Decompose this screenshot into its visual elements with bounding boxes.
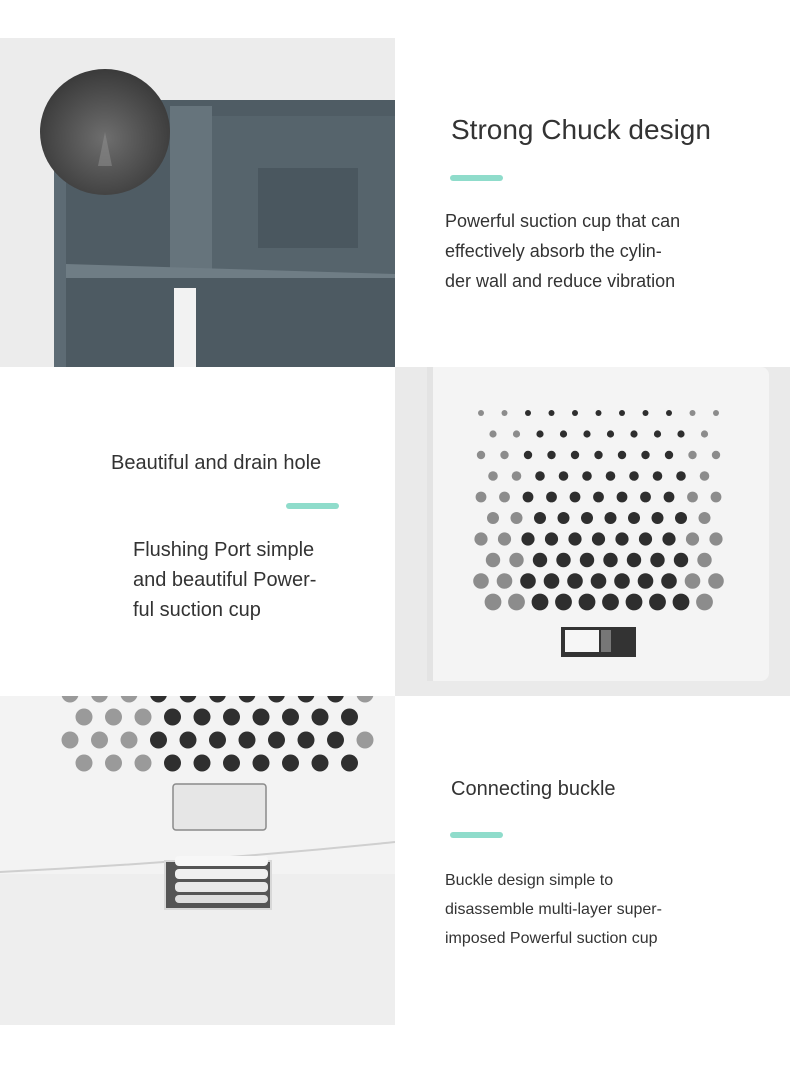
description-line: imposed Powerful suction cup xyxy=(445,930,658,947)
drain-hole xyxy=(105,755,122,772)
drain-hole xyxy=(489,430,496,437)
drain-hole xyxy=(499,492,510,503)
drain-hole xyxy=(614,573,630,589)
drain-hole xyxy=(194,755,211,772)
drain-hole xyxy=(650,553,664,567)
drain-hole xyxy=(593,492,604,503)
drain-hole xyxy=(627,553,641,567)
drain-hole xyxy=(76,709,93,726)
drain-hole xyxy=(665,451,673,459)
section-title-connecting-buckle: Connecting buckle xyxy=(451,778,616,800)
drain-hole xyxy=(676,471,686,481)
accent-bar xyxy=(286,503,339,509)
drain-hole xyxy=(312,755,329,772)
buckle-photo xyxy=(0,696,395,1025)
drain-hole xyxy=(571,451,579,459)
drain-hole xyxy=(677,430,684,437)
drain-hole xyxy=(666,410,672,416)
drain-hole xyxy=(643,410,649,416)
drain-hole xyxy=(477,451,485,459)
drain-hole xyxy=(579,594,596,611)
drain-hole xyxy=(488,471,498,481)
drain-hole xyxy=(556,553,570,567)
drain-hole xyxy=(581,512,593,524)
connecting-buckle-text-panel xyxy=(395,696,790,1025)
drain-hole xyxy=(474,532,487,545)
drain-hole xyxy=(712,451,720,459)
drain-hole xyxy=(603,553,617,567)
drain-hole xyxy=(591,573,607,589)
drain-hole xyxy=(523,492,534,503)
drain-hole xyxy=(549,410,555,416)
drain-hole xyxy=(487,512,499,524)
drain-hole xyxy=(688,451,696,459)
drain-hole xyxy=(606,471,616,481)
drain-hole xyxy=(567,573,583,589)
drain-hole xyxy=(298,732,315,749)
drain-hole xyxy=(524,451,532,459)
drain-hole xyxy=(596,410,602,416)
drain-hole xyxy=(583,430,590,437)
drain-hole xyxy=(520,573,536,589)
drain-hole xyxy=(500,451,508,459)
drain-hole xyxy=(253,709,270,726)
section-description-connecting-buckle xyxy=(445,866,662,953)
drain-hole xyxy=(638,573,654,589)
drain-hole xyxy=(630,430,637,437)
section-title-drain-hole: Beautiful and drain hole xyxy=(111,452,322,474)
drain-hole xyxy=(626,594,643,611)
drain-hole xyxy=(268,732,285,749)
drain-hole xyxy=(568,532,581,545)
drain-hole xyxy=(534,512,546,524)
drain-hole xyxy=(697,553,711,567)
drain-hole xyxy=(654,430,661,437)
drain-hole xyxy=(485,594,502,611)
drain-hole xyxy=(253,755,270,772)
drain-hole xyxy=(312,709,329,726)
drain-hole xyxy=(105,709,122,726)
drain-hole xyxy=(486,553,500,567)
drain-hole xyxy=(513,430,520,437)
section-title-strong-chuck: Strong Chuck design xyxy=(451,114,711,145)
drain-hole xyxy=(164,709,181,726)
drain-hole xyxy=(673,594,690,611)
drain-hole xyxy=(282,755,299,772)
drain-hole xyxy=(607,430,614,437)
drain-hole xyxy=(686,532,699,545)
drain-hole xyxy=(618,451,626,459)
drain-hole xyxy=(497,573,513,589)
description-line: disassemble multi-layer super- xyxy=(445,901,662,918)
drain-hole xyxy=(76,755,93,772)
suction-cup-photo xyxy=(0,38,395,367)
drain-hole xyxy=(282,709,299,726)
drain-hole xyxy=(617,492,628,503)
drain-hole xyxy=(62,732,79,749)
section-description-drain-hole xyxy=(133,535,316,625)
drain-hole xyxy=(649,594,666,611)
drain-hole xyxy=(341,709,358,726)
drain-hole xyxy=(478,410,484,416)
drain-hole xyxy=(150,732,167,749)
drain-hole xyxy=(532,594,549,611)
drain-hole xyxy=(709,532,722,545)
drain-hole xyxy=(545,532,558,545)
strong-chuck-text-panel xyxy=(395,38,790,367)
drain-hole xyxy=(615,532,628,545)
drain-hole xyxy=(194,709,211,726)
description-line: ful suction cup xyxy=(133,599,261,621)
drain-hole-grid-illustration xyxy=(395,367,790,696)
description-line: effectively absorb the cylin- xyxy=(445,241,662,261)
drain-hole xyxy=(239,732,256,749)
drain-hole xyxy=(708,573,724,589)
drain-hole xyxy=(580,553,594,567)
drain-hole xyxy=(327,732,344,749)
drain-hole xyxy=(700,471,710,481)
drain-hole xyxy=(675,512,687,524)
drain-hole xyxy=(628,512,640,524)
drain-hole xyxy=(135,709,152,726)
drain-hole xyxy=(711,492,722,503)
drain-hole xyxy=(209,732,226,749)
description-line: Buckle design simple to xyxy=(445,872,614,889)
drain-hole xyxy=(164,755,181,772)
description-line: Flushing Port simple xyxy=(133,539,315,561)
drain-hole xyxy=(341,755,358,772)
drain-hole xyxy=(555,594,572,611)
accent-bar xyxy=(450,832,503,838)
drain-hole xyxy=(512,471,522,481)
drain-hole xyxy=(559,471,569,481)
drain-hole xyxy=(570,492,581,503)
drain-hole xyxy=(592,532,605,545)
drain-hole xyxy=(535,471,545,481)
drain-hole xyxy=(701,430,708,437)
drain-hole xyxy=(560,430,567,437)
drain-hole xyxy=(602,594,619,611)
drain-hole xyxy=(533,553,547,567)
drain-hole xyxy=(674,553,688,567)
drain-hole xyxy=(223,709,240,726)
drain-hole xyxy=(558,512,570,524)
drain-hole xyxy=(473,573,489,589)
drain-hole xyxy=(685,573,701,589)
drain-hole xyxy=(641,451,649,459)
drain-hole xyxy=(509,553,523,567)
drain-hole-photo xyxy=(395,367,790,696)
drain-hole xyxy=(546,492,557,503)
drain-hole xyxy=(713,410,719,416)
drain-hole xyxy=(547,451,555,459)
description-line: and beautiful Power- xyxy=(133,569,317,591)
drain-hole xyxy=(664,492,675,503)
drain-hole xyxy=(687,492,698,503)
drain-hole xyxy=(521,532,534,545)
drain-hole xyxy=(690,410,696,416)
drain-hole xyxy=(696,594,713,611)
drain-hole xyxy=(652,512,664,524)
drain-hole-text-panel xyxy=(0,367,395,696)
drain-hole xyxy=(511,512,523,524)
drain-hole xyxy=(180,732,197,749)
drain-hole xyxy=(357,732,374,749)
drain-hole xyxy=(661,573,677,589)
drain-hole xyxy=(662,532,675,545)
drain-hole xyxy=(502,410,508,416)
drain-hole xyxy=(508,594,525,611)
drain-hole xyxy=(605,512,617,524)
drain-hole xyxy=(572,410,578,416)
drain-hole xyxy=(121,732,138,749)
section-description-strong-chuck xyxy=(445,206,680,296)
drain-hole xyxy=(629,471,639,481)
drain-hole xyxy=(619,410,625,416)
drain-hole xyxy=(223,755,240,772)
drain-hole xyxy=(640,492,651,503)
drain-hole xyxy=(639,532,652,545)
drain-hole xyxy=(91,732,108,749)
accent-bar xyxy=(450,175,503,181)
drain-hole xyxy=(536,430,543,437)
description-line: der wall and reduce vibration xyxy=(445,271,676,291)
drain-hole xyxy=(544,573,560,589)
drain-hole xyxy=(498,532,511,545)
drain-hole xyxy=(653,471,663,481)
description-line: Powerful suction cup that can xyxy=(445,211,681,231)
drain-hole xyxy=(582,471,592,481)
drain-hole xyxy=(476,492,487,503)
drain-hole xyxy=(135,755,152,772)
suction-cup-illustration xyxy=(0,38,395,367)
drain-hole xyxy=(525,410,531,416)
drain-hole xyxy=(699,512,711,524)
drain-hole xyxy=(594,451,602,459)
buckle-illustration xyxy=(0,696,395,1025)
